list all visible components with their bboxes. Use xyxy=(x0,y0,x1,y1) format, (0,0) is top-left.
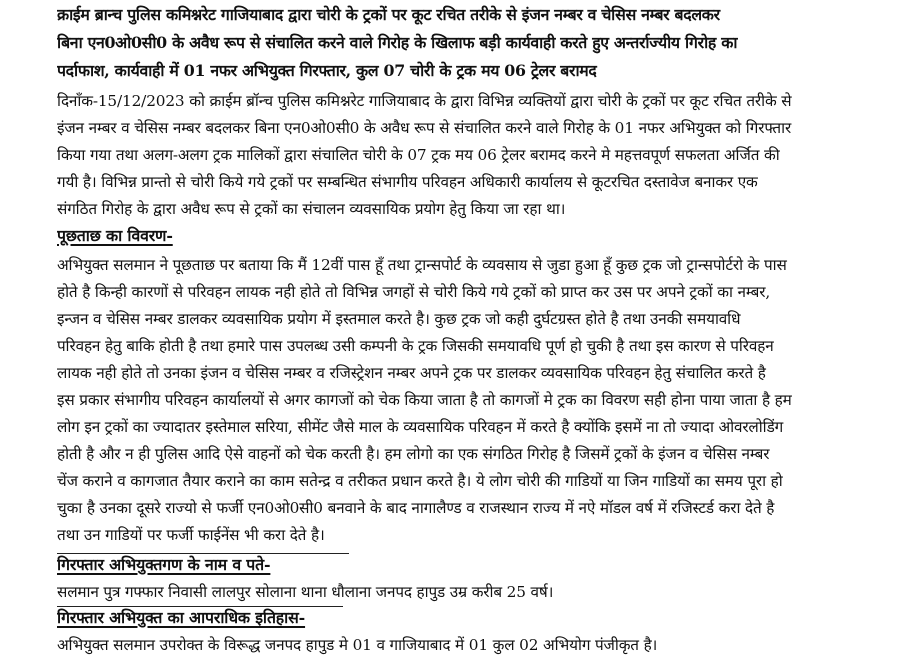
interrogation-line-7: लोग इन ट्रकों का ज्यादातर इस्तेमाल सरिया, सीमेंट जैसे माल के व्यवसायिक परिवहन में करते है क्योंकि इसमें ना तो ज्यादा ओवरलोडिंग xyxy=(57,418,784,436)
arrested-heading: गिरफ्तार अभियुक्तगण के नाम व पते- xyxy=(57,555,271,574)
interrogation-line-2: होते है किन्ही कारणों से परिवहन लायक नही होते तो विभिन्न जगहों से चोरी किये गये ट्रकों को प्राप्त कर उस पर अपने ट्रकों का नम्बर, xyxy=(57,283,771,301)
criminal-history-details: अभियुक्त सलमान उपरोक्त के विरूद्ध जनपद हापुड मे 01 व गाजियाबाद में 01 कुल 02 अभियोग पंजीकृत है। xyxy=(57,636,658,654)
title-line-3: पर्दाफाश, कार्यवाही में 01 नफर अभियुक्त गिरफ्तार, कुल 07 चोरी के ट्रक मय 06 ट्रेलर बरामद xyxy=(57,61,597,80)
criminal-history-heading: गिरफ्तार अभियुक्त का आपराधिक इतिहास- xyxy=(57,608,306,627)
intro-line-4: गयी है। विभिन्न प्रान्तो से चोरी किये गये ट्रकों पर सम्बन्धित संभागीय परिवहन अधिकारी कार्यालय से कूटरचित दस्तावेज बनाकर एक xyxy=(57,173,758,191)
intro-line-5: संगठित गिरोह के द्वारा अवैध रूप से ट्रकों का संचालन व्यवसायिक प्रयोग हेतु किया जा रहा था। xyxy=(57,200,566,218)
interrogation-line-8: होती है और न ही पुलिस आदि ऐसे वाहनों को चेक करती है। हम लोगो का एक संगठित गिरोह है जिसमें ट्रकों के इंजन व चेसिस नम्बर xyxy=(57,445,770,463)
title-line-2: बिना एन0ओ0सी0 के अवैध रूप से संचालित करने वाले गिरोह के खिलाफ बड़ी कार्यवाही करते हुए अन्तर्राज्यीय गिरोह का xyxy=(57,33,738,52)
interrogation-line-11: तथा उन गाडियों पर फर्जी फाईनेंस भी करा देते है। xyxy=(57,526,325,544)
interrogation-heading: पूछताछ का विवरण- xyxy=(57,226,173,245)
interrogation-line-5: लायक नही होते तो उनका इंजन व चेसिस नम्बर व रजिस्ट्रेशन नम्बर अपने ट्रक पर डालकर व्यवसायिक परिवहन हेतु संचालित करते है xyxy=(57,364,766,382)
interrogation-line-9: चेंज कराने व कागजात तैयार कराने का काम सतेन्द्र व तरीकत प्रधान करते है। ये लोग चोरी की गाडियों या जिन गाडियों का समय पूरा हो xyxy=(57,472,783,490)
interrogation-line-4: परिवहन हेतु बाकि होती है तथा हमारे पास उपलब्ध उसी कम्पनी के ट्रक जिसकी समयावधि पूर्ण हो चुकी है तथा इस कारण से परिवहन xyxy=(57,337,774,355)
arrested-details: सलमान पुत्र गफ्फार निवासी लालपुर सोलाना थाना धौलाना जनपद हापुड उम्र करीब 25 वर्ष। xyxy=(57,583,554,601)
interrogation-line-6: इस प्रकार संभागीय परिवहन कार्यालयों से अगर कागजों को चेक किया जाता है तो कागजों मे ट्रक का विवरण सही होना पाया जाता है हम xyxy=(57,391,792,409)
intro-line-1: दिनाँक-15/12/2023 को क्राईम ब्रॉन्च पुलिस कमिश्नरेट गाजियाबाद के द्वारा विभिन्न व्यक्तियों द्वारा चोरी के ट्रकों पर कूट रचित तरीके से xyxy=(57,92,792,110)
title-line-1: क्राईम ब्रान्च पुलिस कमिश्नरेट गाजियाबाद द्वारा चोरी के ट्रकों पर कूट रचित तरीके से इंजन नम्बर व चेसिस नम्बर बदलकर xyxy=(57,5,720,24)
interrogation-line-1: अभियुक्त सलमान ने पूछताछ पर बताया कि मैं 12वीं पास हूँ तथा ट्रान्सपोर्ट के व्यवसाय से जुडा हुआ हूँ कुछ ट्रक जो ट्रान्सपोर्टरो के पास xyxy=(57,256,787,274)
interrogation-line-3: इन्जन व चेसिस नम्बर डालकर व्यवसायिक प्रयोग में इस्तमाल करते है। कुछ ट्रक जो कही दुर्घटग्रस्त होते है तथा उनकी समयावधि xyxy=(57,310,741,328)
interrogation-line-10: चुका है उनका दूसरे राज्यो से फर्जी एन0ओ0सी0 बनवाने के बाद नागालैण्ड व राजस्थान राज्य में नऐ मॉडल वर्ष में रजिस्टर्ड करा देते है xyxy=(57,499,775,517)
intro-line-2: इंजन नम्बर व चेसिस नम्बर बदलकर बिना एन0ओ0सी0 के अवैध रूप से संचालित करने वाले गिरोह के 01 नफर अभियुक्त को गिरफ्तार xyxy=(57,119,792,137)
intro-line-3: किया गया तथा अलग-अलग ट्रक मालिकों द्वारा संचालित चोरी के 07 ट्रक मय 06 ट्रेलर बरामद करने मे महत्तवपूर्ण सफलता अर्जित की xyxy=(57,146,780,164)
